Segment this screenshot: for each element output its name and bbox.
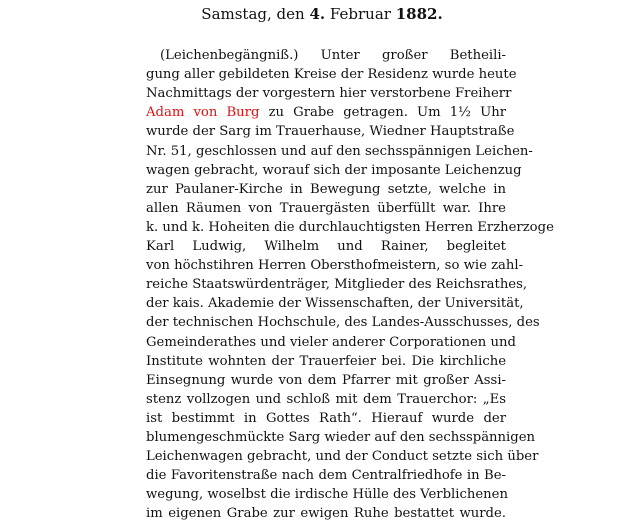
header-weekday: Samstag, den xyxy=(201,5,305,23)
line-text: k. und k. Hoheiten die durchlauchtigsten Herren Erzherzoge xyxy=(146,219,554,235)
header-month: Februar xyxy=(329,5,391,23)
line-text: stenz vollzogen und schloß mit dem Trauerchor: „Es xyxy=(146,391,506,407)
line-text: zur Paulaner-Kirche in Bewegung setzte, welche in xyxy=(146,181,506,197)
header-day: 4. xyxy=(309,5,326,23)
line-text: Nr. 51, geschlossen und auf den sechsspännigen Leichen- xyxy=(146,143,533,159)
line-text: der technischen Hochschule, des Landes-Ausschusses, des xyxy=(146,315,540,331)
header-year: 1882. xyxy=(395,5,443,23)
line-text: wurde der Sarg im Trauerhause, Wiedner Hauptstraße xyxy=(146,124,515,140)
line-text: allen Räumen von Trauergästen überfüllt war. Ihre xyxy=(146,200,506,216)
line-text: die Favoritenstraße nach dem Centralfriedhofe in Be- xyxy=(146,468,506,484)
issue-date-header xyxy=(0,2,644,26)
line-text: Leichenwagen gebracht, und der Conduct setzte sich über xyxy=(146,449,539,465)
line-text: gung aller gebildeten Kreise der Residenz wurde heute xyxy=(146,67,517,83)
line-text: zu Grabe getragen. Um 1½ Uhr xyxy=(259,105,507,121)
line-text: Institute wohnten der Trauerfeier bei. Die kirchliche xyxy=(146,353,506,369)
line-text: blumengeschmückte Sarg wieder auf den sechsspännigen xyxy=(146,430,535,445)
line-text: wagen gebracht, worauf sich der imposante Leichenzug xyxy=(146,162,522,178)
line-text: der kais. Akademie der Wissenschaften, der Universität, xyxy=(146,296,524,312)
line-text: ist bestimmt in Gottes Rath“. Hierauf wurde der xyxy=(146,410,506,426)
line-text: im eigenen Grabe zur ewigen Ruhe bestattet wurde. xyxy=(146,506,506,522)
line-text: von höchstihren Herren Obersthofmeistern, so wie zahl- xyxy=(146,258,524,274)
line-text: reiche Staatswürdenträger, Mitglieder des Reichsrathes, xyxy=(146,277,528,293)
highlighted-name: Adam von Burg xyxy=(146,105,260,121)
line-text: Karl Ludwig, Wilhelm und Rainer, begleitet xyxy=(146,239,506,254)
line-text: (Leichenbegängniß.) Unter großer Betheili- xyxy=(160,48,506,63)
article-line xyxy=(146,502,506,525)
line-text: Einsegnung wurde von dem Pfarrer mit großer Assi- xyxy=(146,372,506,388)
line-text: wegung, woselbst die irdische Hülle des Verblichenen xyxy=(146,487,508,503)
line-text: Gemeinderathes und vieler anderer Corporationen und xyxy=(146,334,516,350)
line-text: Nachmittags der vorgestern hier verstorbene Freiherr xyxy=(146,86,512,102)
